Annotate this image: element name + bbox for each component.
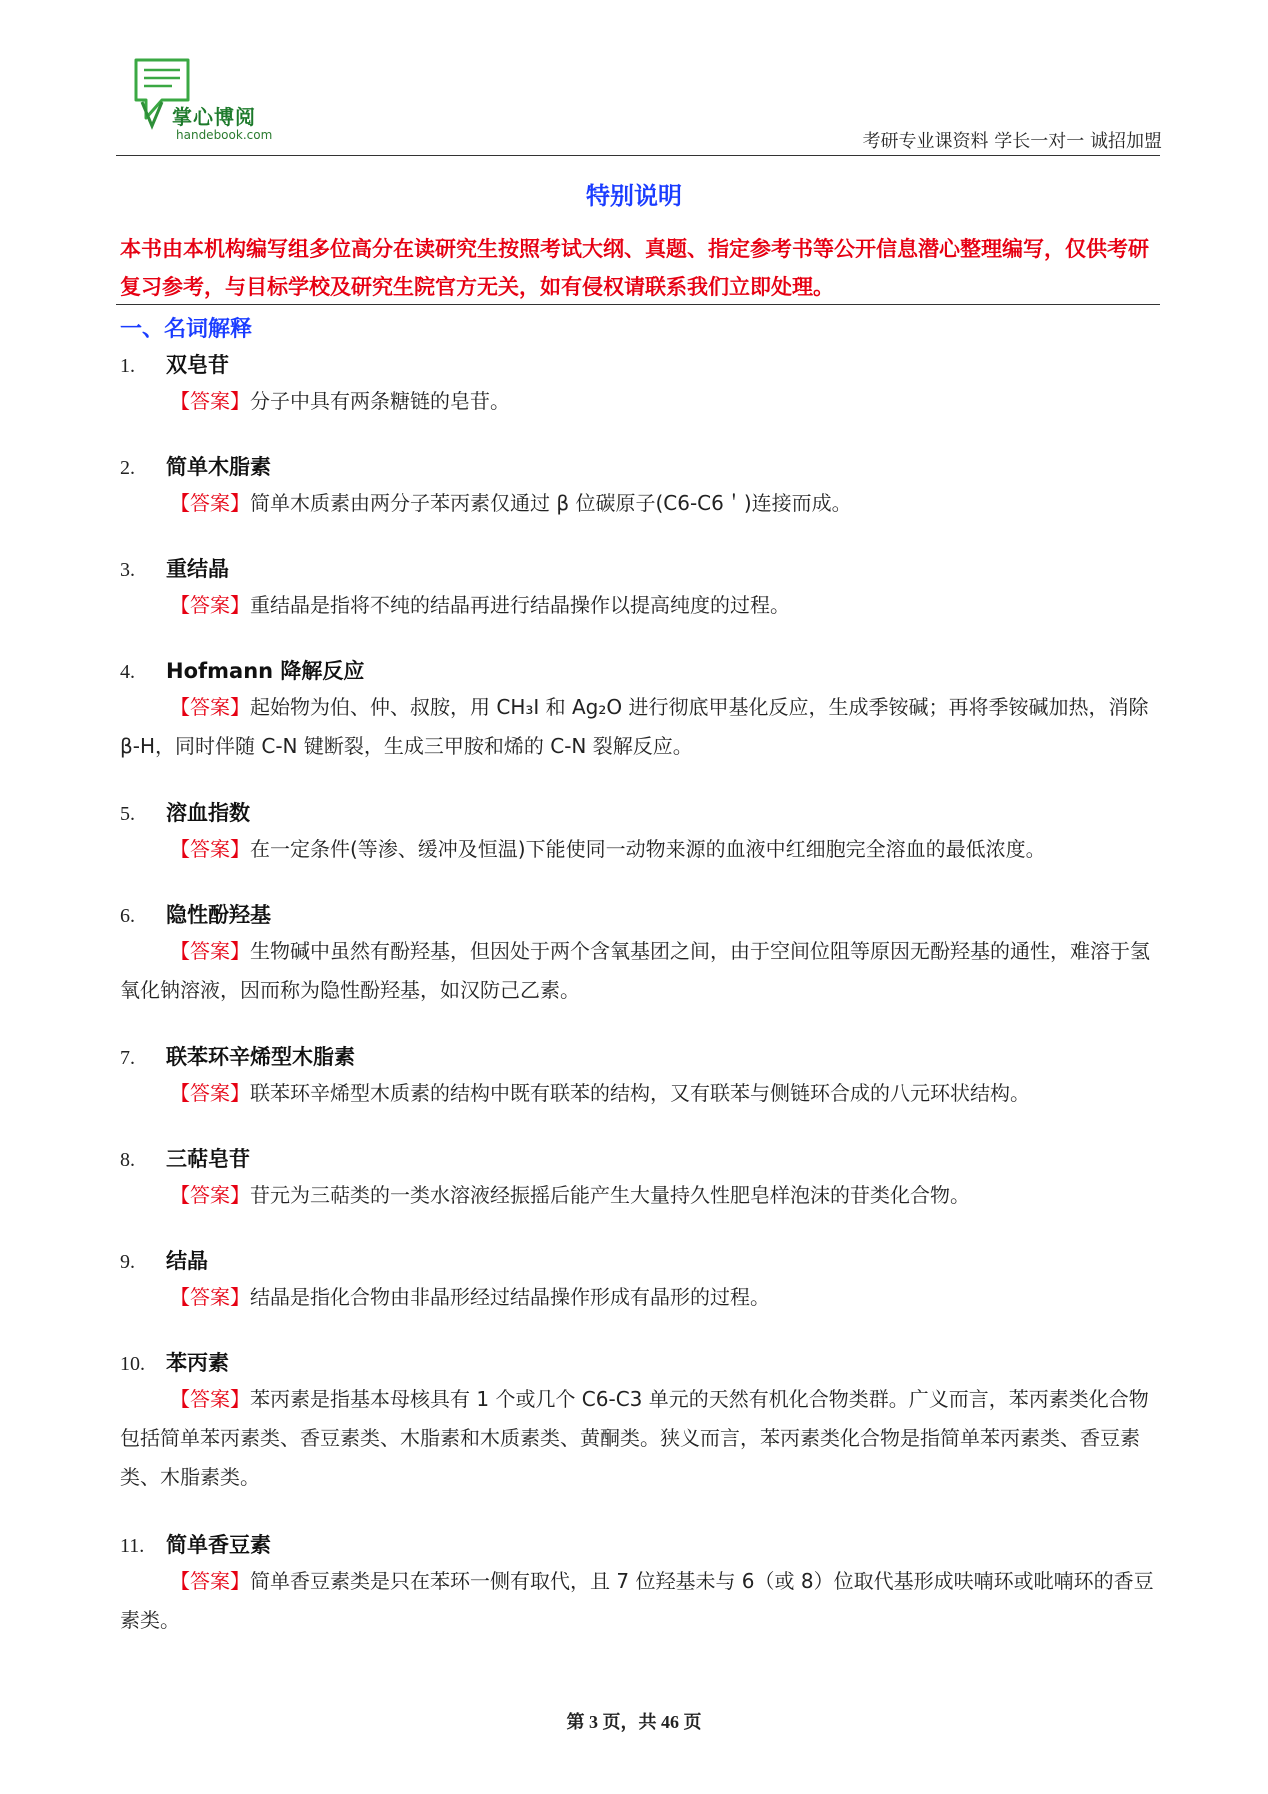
term-answer: 联苯环辛烯型木质素的结构中既有联苯的结构，又有联苯与侧链环合成的八元环状结构。 — [250, 1081, 1030, 1105]
term-name: 溶血指数 — [166, 801, 250, 825]
term-item — [120, 450, 1160, 523]
term-name: 简单木脂素 — [166, 455, 271, 479]
answer-label: 【答案】 — [170, 695, 250, 719]
term-number: 7. — [120, 1047, 135, 1069]
term-number: 10. — [120, 1353, 145, 1375]
logo — [132, 56, 292, 144]
section-heading: 一、名词解释 — [120, 317, 253, 342]
logo-name: 掌心博阅 — [172, 105, 256, 129]
term-number: 4. — [120, 661, 135, 683]
answer-label: 【答案】 — [170, 1081, 250, 1105]
header-tagline: 考研专业课资料 学长一对一 诚招加盟 — [862, 131, 1162, 152]
term-item — [120, 796, 1160, 869]
term-item — [120, 1142, 1160, 1215]
term-item — [120, 898, 1160, 1010]
term-item — [120, 654, 1160, 766]
term-answer: 在一定条件(等渗、缓冲及恒温)下能使同一动物来源的血液中红细胞完全溶血的最低浓度。 — [250, 837, 1046, 861]
term-item — [120, 1346, 1160, 1497]
term-number: 1. — [120, 355, 135, 377]
notice-divider — [116, 304, 1160, 305]
notice-text: 本书由本机构编写组多位高分在读研究生按照考试大纲、真题、指定参考书等公开信息潜心整理编写，仅供考研复习参考，与目标学校及研究生院官方无关，如有侵权请联系我们立即处理。 — [120, 237, 1149, 299]
term-name: 简单香豆素 — [166, 1533, 271, 1557]
answer-label: 【答案】 — [170, 1183, 250, 1207]
term-number: 5. — [120, 803, 135, 825]
header-divider — [116, 155, 1160, 156]
term-number: 9. — [120, 1251, 135, 1273]
term-item — [120, 348, 1160, 421]
page-title: 特别说明 — [586, 182, 682, 210]
term-item — [120, 1528, 1160, 1640]
term-name: 联苯环辛烯型木脂素 — [166, 1045, 355, 1069]
term-name: 重结晶 — [166, 557, 229, 581]
answer-label: 【答案】 — [170, 939, 250, 963]
term-item — [120, 552, 1160, 625]
term-name: 双皂苷 — [166, 353, 229, 377]
term-item — [120, 1244, 1160, 1317]
term-name: Hofmann 降解反应 — [166, 659, 365, 683]
term-answer: 简单香豆素类是只在苯环一侧有取代，且 7 位羟基未与 6（或 8）位取代基形成呋喃环或吡喃环的香豆素类。 — [120, 1569, 1154, 1632]
term-answer: 简单木质素由两分子苯丙素仅通过 β 位碳原子(C6-C6＇)连接而成。 — [250, 491, 852, 515]
term-name: 结晶 — [166, 1249, 208, 1273]
logo-url: handebook.com — [176, 128, 273, 142]
term-number: 2. — [120, 457, 135, 479]
answer-label: 【答案】 — [170, 389, 250, 413]
term-answer: 苷元为三萜类的一类水溶液经振摇后能产生大量持久性肥皂样泡沫的苷类化合物。 — [250, 1183, 970, 1207]
page-footer: 第 3 页，共 46 页 — [566, 1712, 702, 1732]
answer-label: 【答案】 — [170, 1285, 250, 1309]
answer-label: 【答案】 — [170, 1387, 250, 1411]
term-item — [120, 1040, 1160, 1113]
term-answer: 分子中具有两条糖链的皂苷。 — [250, 389, 510, 413]
term-name: 苯丙素 — [166, 1351, 229, 1375]
term-answer: 苯丙素是指基本母核具有 1 个或几个 C6-C3 单元的天然有机化合物类群。广义而言，苯丙素类化合物包括简单苯丙素类、香豆素类、木脂素和木质素类、黄酮类。狭义而言，苯丙素类化合物是指简单苯丙素类、香豆素类、木脂素类。 — [120, 1387, 1149, 1489]
term-number: 8. — [120, 1149, 135, 1171]
term-answer: 结晶是指化合物由非晶形经过结晶操作形成有晶形的过程。 — [250, 1285, 770, 1309]
answer-label: 【答案】 — [170, 1569, 250, 1593]
answer-label: 【答案】 — [170, 593, 250, 617]
term-number: 3. — [120, 559, 135, 581]
term-name: 三萜皂苷 — [166, 1147, 250, 1171]
term-answer: 重结晶是指将不纯的结晶再进行结晶操作以提高纯度的过程。 — [250, 593, 790, 617]
answer-label: 【答案】 — [170, 837, 250, 861]
term-answer: 生物碱中虽然有酚羟基，但因处于两个含氧基团之间，由于空间位阻等原因无酚羟基的通性，难溶于氢氧化钠溶液，因而称为隐性酚羟基，如汉防己乙素。 — [120, 939, 1150, 1002]
term-name: 隐性酚羟基 — [166, 903, 271, 927]
term-answer: 起始物为伯、仲、叔胺，用 CH₃I 和 Ag₂O 进行彻底甲基化反应，生成季铵碱；再将季铵碱加热，消除 β-H，同时伴随 C-N 键断裂，生成三甲胺和烯的 C-N 裂解反应。 — [120, 695, 1149, 758]
answer-label: 【答案】 — [170, 491, 250, 515]
term-number: 6. — [120, 905, 135, 927]
term-number: 11. — [120, 1535, 145, 1557]
